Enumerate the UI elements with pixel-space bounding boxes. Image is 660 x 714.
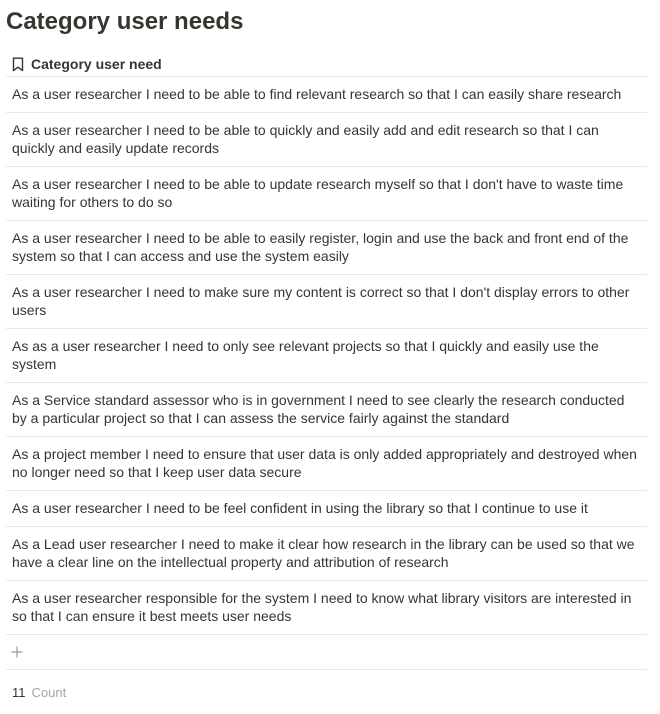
- bookmark-icon: [11, 56, 25, 72]
- column-header[interactable]: [6, 52, 647, 77]
- row-text: As a user researcher I need to make sure my content is correct so that I don't display errors to other users: [12, 284, 630, 318]
- table-row[interactable]: [6, 581, 647, 635]
- table-row[interactable]: [6, 383, 647, 437]
- plus-icon: [11, 646, 23, 658]
- calculation-footer[interactable]: [6, 670, 647, 714]
- table-row[interactable]: [6, 221, 647, 275]
- row-text: As a user researcher responsible for the system I need to know what library visitors are interested in so that I can ensure it best meets user needs: [12, 590, 632, 624]
- table-row[interactable]: [6, 329, 647, 383]
- table-row[interactable]: [6, 275, 647, 329]
- row-text: As a user researcher I need to be able to quickly and easily add and edit research so that I can quickly and easily update records: [12, 122, 599, 156]
- count-value: 11: [12, 684, 26, 700]
- row-text: As a user researcher I need to be able to update research myself so that I don't have to waste time waiting for others to do so: [12, 176, 624, 210]
- row-text: As a user researcher I need to be able to easily register, login and use the back and front end of the system so that I can access and use the system easily: [12, 230, 629, 264]
- table-row[interactable]: [6, 77, 647, 113]
- table-row[interactable]: [6, 113, 647, 167]
- table-row[interactable]: [6, 491, 647, 527]
- count-label: Count: [31, 684, 67, 700]
- page-title: Category user needs: [6, 8, 244, 35]
- database-table: [6, 52, 647, 714]
- row-text: As a Lead user researcher I need to make it clear how research in the library can be used so that we have a clear line on the intellectual property and attribution of research: [12, 536, 635, 570]
- row-text: As as a user researcher I need to only see relevant projects so that I quickly and easily use the system: [12, 338, 599, 372]
- row-text: As a user researcher I need to be able to find relevant research so that I can easily share research: [12, 86, 622, 102]
- row-text: As a project member I need to ensure that user data is only added appropriately and destroyed when no longer need so that I keep user data secure: [12, 446, 637, 480]
- table-row[interactable]: [6, 437, 647, 491]
- table-row[interactable]: [6, 167, 647, 221]
- row-text: As a user researcher I need to be feel confident in using the library so that I continue to use it: [12, 500, 588, 516]
- table-row[interactable]: [6, 527, 647, 581]
- add-row-button[interactable]: [6, 635, 647, 670]
- row-text: As a Service standard assessor who is in government I need to see clearly the research conducted by a particular project so that I can assess the service fairly against the standard: [12, 392, 625, 426]
- column-header-label: Category user need: [31, 56, 162, 72]
